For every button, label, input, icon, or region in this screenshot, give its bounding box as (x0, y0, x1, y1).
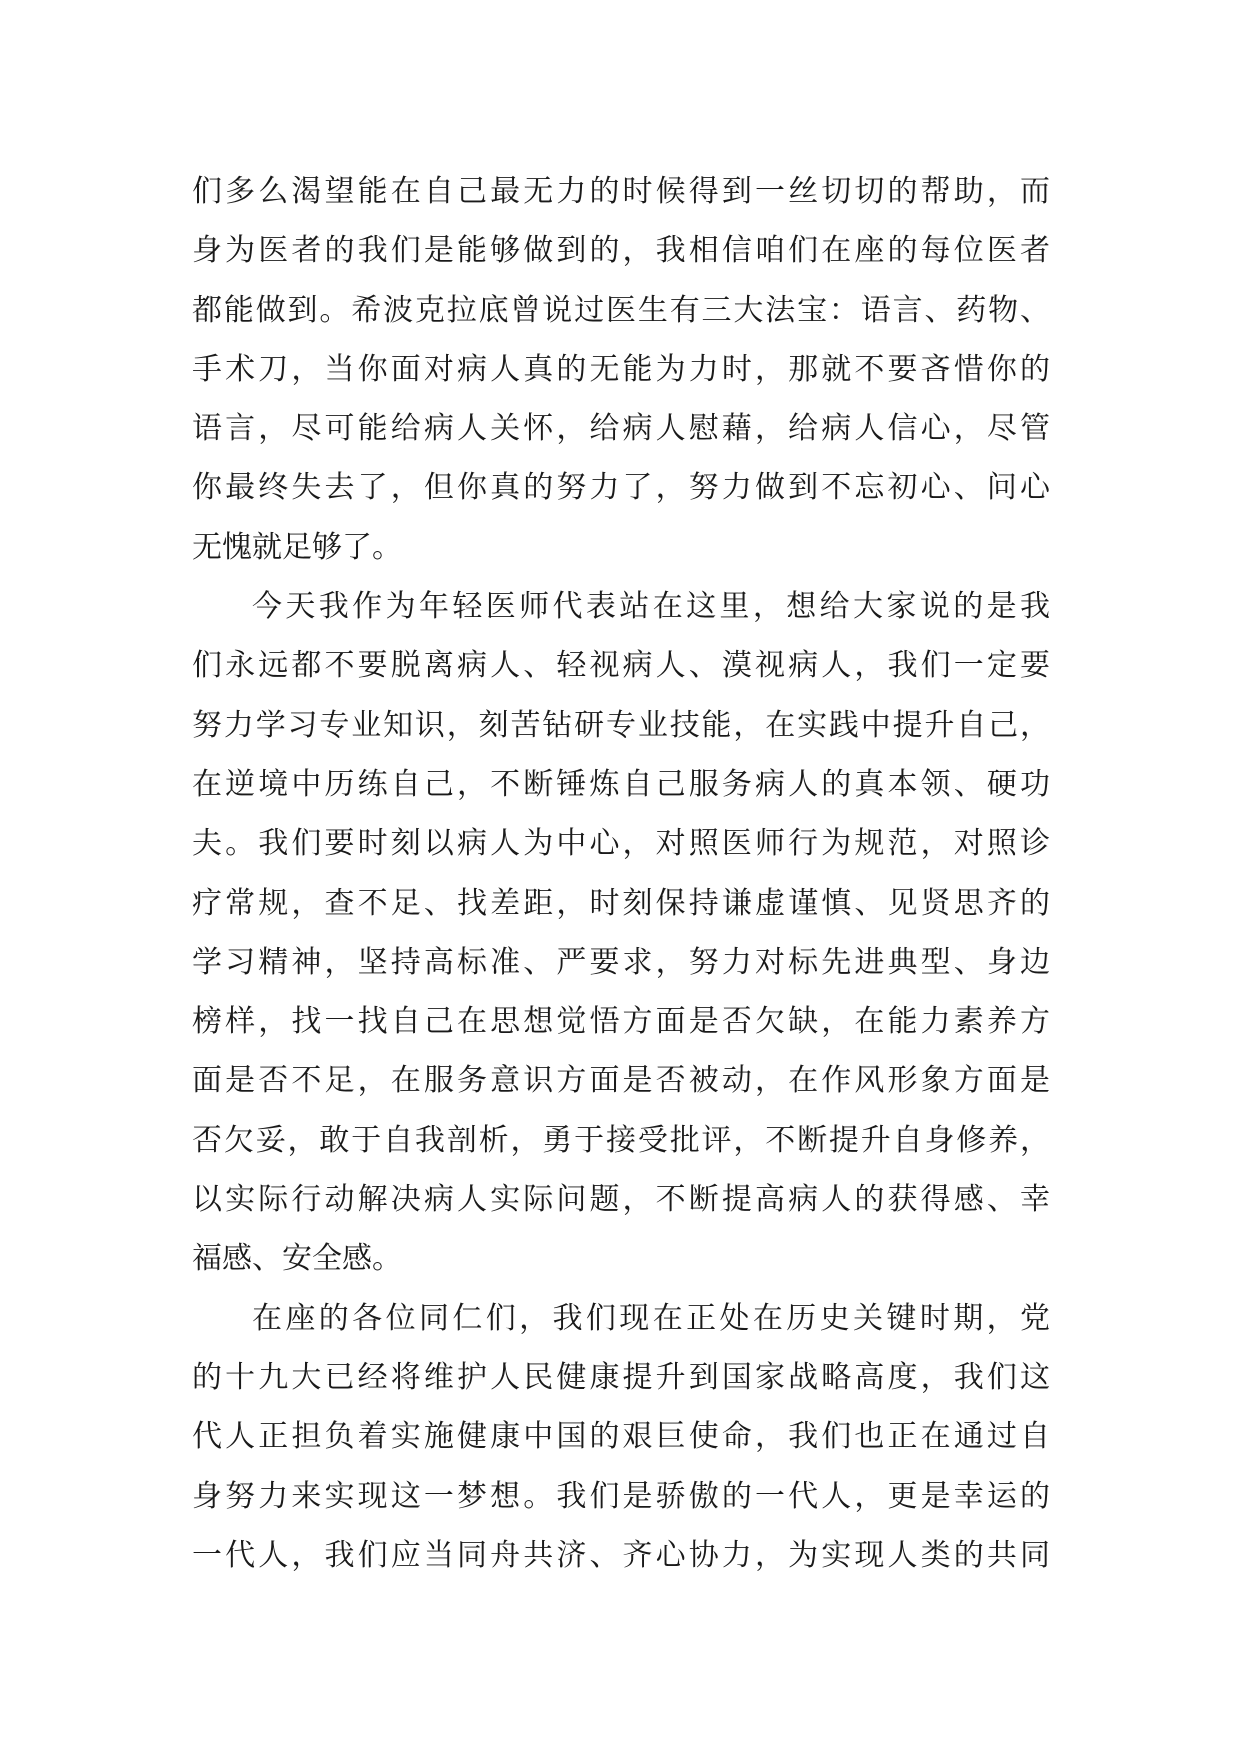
text-line: 面是否不足，在服务意识方面是否被动，在作风形象方面是 (192, 1063, 1050, 1099)
text-line: 你最终失去了，但你真的努力了，努力做到不忘初心、问心 (192, 470, 1050, 506)
text-line: 手术刀，当你面对病人真的无能为力时，那就不要吝惜你的 (192, 351, 1050, 387)
document-body (192, 162, 1050, 1585)
text-line: 们永远都不要脱离病人、轻视病人、漠视病人，我们一定要 (192, 648, 1050, 684)
text-line: 身努力来实现这一梦想。我们是骄傲的一代人，更是幸运的 (192, 1478, 1050, 1514)
text-line: 在逆境中历练自己，不断锤炼自己服务病人的真本领、硬功 (192, 766, 1050, 802)
paragraph-3 (192, 1289, 1050, 1585)
paragraph-2 (192, 577, 1050, 1289)
text-line: 身为医者的我们是能够做到的，我相信咱们在座的每位医者 (192, 233, 1050, 269)
text-line: 们多么渴望能在自己最无力的时候得到一丝切切的帮助，而 (192, 174, 1050, 209)
paragraph-1 (192, 162, 1050, 577)
text-line: 疗常规，查不足、找差距，时刻保持谦虚谨慎、见贤思齐的 (192, 885, 1050, 921)
text-line: 都能做到。希波克拉底曾说过医生有三大法宝：语言、药物、 (192, 292, 1050, 328)
text-line: 今天我作为年轻医师代表站在这里，想给大家说的是我 (252, 589, 1050, 625)
text-line: 努力学习专业知识，刻苦钻研专业技能，在实践中提升自己， (192, 707, 1050, 743)
text-line: 语言，尽可能给病人关怀，给病人慰藉，给病人信心，尽管 (192, 411, 1050, 447)
text-line: 榜样，找一找自己在思想觉悟方面是否欠缺，在能力素养方 (192, 1004, 1050, 1040)
text-line: 在座的各位同仁们，我们现在正处在历史关键时期，党 (252, 1300, 1050, 1336)
text-line: 否欠妥，敢于自我剖析，勇于接受批评，不断提升自身修养， (192, 1122, 1050, 1158)
text-line: 代人正担负着实施健康中国的艰巨使命，我们也正在通过自 (192, 1419, 1050, 1455)
text-line: 一代人，我们应当同舟共济、齐心协力，为实现人类的共同 (192, 1537, 1050, 1573)
text-line: 的十九大已经将维护人民健康提升到国家战略高度，我们这 (192, 1359, 1050, 1395)
text-line: 以实际行动解决病人实际问题，不断提高病人的获得感、幸 (192, 1182, 1050, 1218)
text-line: 夫。我们要时刻以病人为中心，对照医师行为规范，对照诊 (192, 826, 1050, 862)
text-line: 无愧就足够了。 (192, 529, 402, 565)
text-line: 学习精神，坚持高标准、严要求，努力对标先进典型、身边 (192, 944, 1050, 980)
text-line: 福感、安全感。 (192, 1241, 402, 1277)
